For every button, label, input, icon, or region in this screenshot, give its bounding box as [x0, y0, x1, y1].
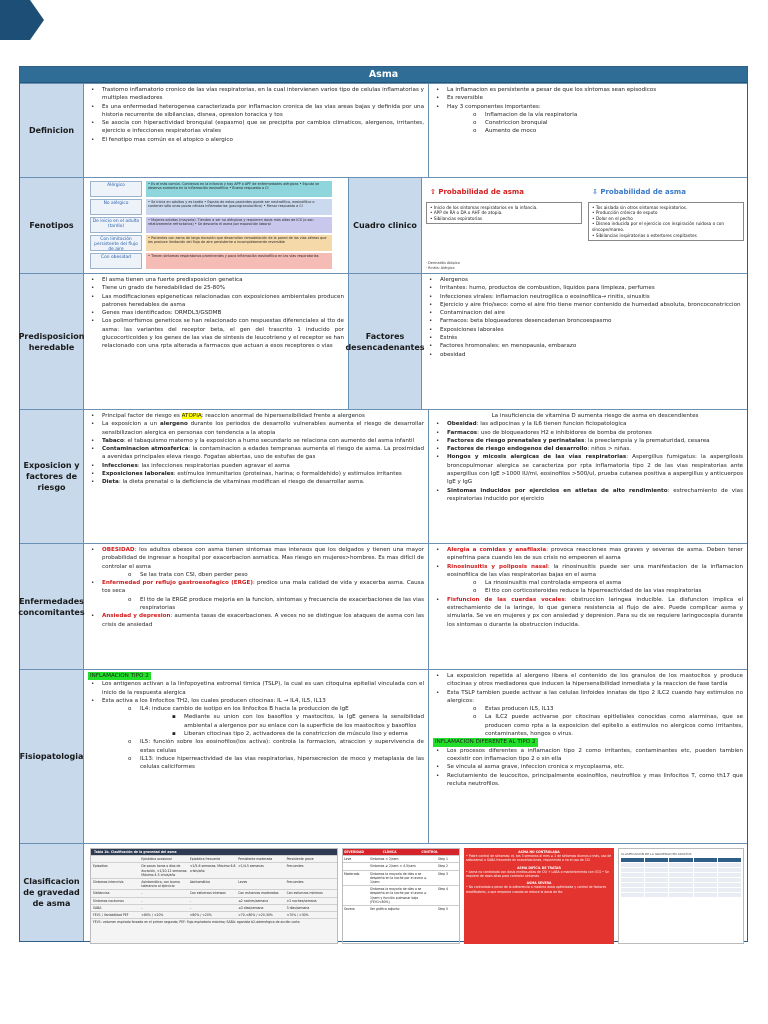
list-item: • La exposicion a un alergeno durante los periodos de desarrollo vulnerables aumenta el riesgo de desarrollar sensibilizacion alergica en personas con tendencia a la atopia — [88, 420, 424, 437]
list-item: • Se vincula al asma grave, infeccion cronica x mycoplasma, etc. — [433, 763, 743, 771]
list-item: • El fenotipo mas común es el atopico o alergico — [88, 136, 424, 144]
list-item: • Inicio de los síntomas respiratorios en la infancia. — [430, 205, 578, 211]
factores-right — [422, 274, 747, 409]
arrow-up-icon: ⇧ — [430, 188, 436, 196]
list-item: o La rinosinusitis mal controlada empeora el asma — [433, 579, 743, 587]
table-row: SABA - - ≤3 días/semana 3 días/semana — [91, 904, 337, 911]
vitamin-d-note: La insuficiencia de vitamina D aumenta riesgo de asma en descendientes — [491, 413, 699, 419]
label-clasificacion: Clasificacion de gravedad de asma — [20, 844, 84, 941]
list-item: • Los polimorfismos geneticos se han relacionado con respuestas diferenciales al tto de asma: las variantes del receptor beta, el gen del trascrito 1 inducido por glucocorticoides y los genes de las vias de sintesis de leucotrieno y el receptor se han relacionado con una rpta alterada a farmacos que actuan a esos receptores o vias — [88, 317, 344, 350]
list-item: • Contaminacion del aire — [426, 309, 743, 317]
list-item: • Factores de riesgo prenatales y perinatales: la preeclampsia y la prematuridad, cesarea — [433, 437, 743, 445]
list-item: • Farmacos: beta bloqueadores desencadenan broncoespasmo — [426, 317, 743, 325]
table-row: Síntomas nocturnos - - ≤2 noches/semana >2 noches/semana — [91, 897, 337, 904]
phenotype-box: De inicio en el adulto (tardío) — [90, 217, 142, 233]
row-predisposicion — [20, 273, 747, 409]
list-item: • Trastorno inflamatorio cronico de las vías respiratorias, en la cual intervienen varios tipo de celulas inflamatorias y multiples mediadores — [88, 86, 424, 103]
exposicion-right — [428, 410, 747, 543]
list-item: • Producción crónica de esputo — [592, 210, 740, 216]
list-item: • Es reversible — [433, 94, 743, 102]
list-item: ▪ Liberan citocinas tipo 2, activadores de la constriccion de músculo liso y edema — [88, 730, 424, 738]
list-item: • La exposicion repetida al alergeno libera el contenido de los granulos de los mastocitos y produce citocinas y otros mediadores que inducen la hipersensibilidad inmediata y la reaccion de fase tardía — [433, 672, 743, 689]
control-block: ASMA NO CONTROLADA • Pobre control de síntomas: ej. tos 3 semanas al mes ≥ 2 de síntomas diurnos o más, uso de salbutamol o SABA frecuente en exacerbaciones, requiriendo o no el uso de CSI — [466, 850, 612, 863]
low-probability-panel — [588, 190, 744, 241]
row-exposicion — [20, 409, 747, 543]
phenotype-notes — [426, 261, 460, 270]
list-item: • Dieta: la dieta prenatal o la deficiencia de vitaminas modifican el riesgo de desarrollar asma. — [88, 478, 424, 486]
tag-inflamacion-tipo-2: INFLAMACION TIPO 2 — [90, 673, 149, 679]
label-cuadro-clinico: Cuadro clinico — [348, 178, 422, 273]
list-item: • Estrés — [426, 334, 743, 342]
definicion-right — [428, 84, 747, 177]
list-item: • OBESIDAD: los adultos obesos con asma tienen sintomas mas intensos que los delgados y tienen una mayor probabilidad de ingresar a hospital por exacerbacion asmatica. Mas riesgo en mujeres>hombres. Es mas difícil de controlar el asma — [88, 546, 424, 571]
definicion-left — [84, 84, 428, 177]
list-item: • Las modificaciones epigeneticas relacionadas con exposiciones ambientales producen patrones heredables de asma — [88, 293, 344, 310]
grid-row — [621, 868, 741, 872]
label-predisposicion: Predisposicion heredable — [20, 274, 84, 409]
fisiopatologia-left — [84, 670, 428, 843]
grid-row — [621, 888, 741, 892]
list-item: • Hongos y micosis alergicas de las vías respiratorias: Aspergillus fumigatus: la aspergilosis broncopulmonar alergica se caracteriza por rpta inflamatoria tipo 2 de las vias respiratorias ante aspergillus con IgE >1000 IU/ml, eosinofilos >500/ul, prueba cutanea positiva a aspergillus y anticuerpos IgE y IgG — [433, 453, 743, 486]
table-footnote: FEV1: volumen espirado forzado en el primer segundo; PEF: flujo espiratorio máximo; SABA: agonista b2-adrenérgico de acción corta — [91, 918, 337, 925]
list-item: • Tiene un grado de heredabilidad de 25-80% — [88, 284, 344, 292]
table-row: Sibilancias - Con esfuerzos intensos Con esfuerzos moderados Con esfuerzos mínimos — [91, 889, 337, 896]
list-item: • Ejercicio y aire frio/seco: como el aire frio tiene menor contenido de humedad absoluta, broncoconstriccion — [426, 301, 743, 309]
list-item: • Fisfuncion de las cuerdas vocales: obstruccion laringea inducible. La disfuncion implica el estrechamiento de la laringe, lo que genera resistencia al flujo de aire. Puede complicar asma y simularla. Se ve en mujeres y px con ansiedad y depresion. Para su dx se requiere laringocospia durante los sintomas o durante la obstruccion inducida. — [433, 596, 743, 629]
list-item: • La inflamacion es persistente a pesar de que los síntomas sean episodicos — [433, 86, 743, 94]
table-row: Moderado Síntomas la mayoría de días o se despierta en la noche por el asma ≥ 1/sem Step 3 — [343, 870, 459, 886]
label-fisiopatologia: Fisiopatologia — [20, 670, 84, 843]
list-item: • Factores hromonales: en menopausia, embarazo — [426, 342, 743, 350]
table-title: Tabla 1b. Clasificación de la gravedad del asma — [91, 849, 337, 855]
phenotype-box: Con limitación persistente del flujo de aire — [90, 235, 142, 251]
grid-row — [621, 873, 741, 877]
list-item: • Infecciones virales: inflamacion neutrogilica o eosinofilica→ rinitis, sinusitis — [426, 293, 743, 301]
list-item: • Infecciones: las infecciones respiratorias pueden agravar el asma — [88, 462, 424, 470]
severity-table-children — [90, 848, 338, 944]
list-item: • Sibilancias inspiratorias o estertores crepitantes — [592, 233, 740, 239]
grid-row — [621, 883, 741, 887]
table-row: Síntomas intercrisis Asintomático, con buena tolerancia al ejercicio Asintomático Leves Frecuentes — [91, 878, 337, 889]
list-item: • Es una enfermedad heterogenea caracterizada por inflamacion cronica de las vias areas bajas y definida por una historia recurrente de sibilancias, disnea, opresion toracica y tos — [88, 103, 424, 120]
list-item: • Exposiciones laborales: estímulos inmunitarios (proteinas, harina; o formaldehido) y estimulos irritantes — [88, 470, 424, 478]
high-probability-list — [426, 202, 582, 225]
phenotype-desc: • Se inicia en adultos y es tardío • Esputo de estos pacientes puede ser neutrofílico, eosinofílico o contener sólo unas pocas células inflamatorias (paucigranulocítico) • Menor respuesta a CI — [146, 199, 332, 215]
grid-row — [621, 858, 741, 862]
note-line: · Rinitis: Alérgica — [426, 265, 455, 270]
table-header-row: Episódica ocasional Episódica frecuente Persistente moderada Persistente grave — [91, 855, 337, 862]
grid-row — [621, 863, 741, 867]
list-item: o Estas producen IL5, IL13 — [433, 705, 743, 713]
table-row: Síntomas la mayoría de días o se despierta en la noche por el asma ≥ 1/sem y función pulmonar baja (FEV1<80%) Step 4 — [343, 885, 459, 905]
phenotype-desc: • Es el más común. Comienza en la infancia y hay APP o APF de enfermedades alérgicas • Esputo se observa aumento en la inflamación eosinofílica • Buena respuesta a CI — [146, 181, 332, 197]
arrow-down-icon: ⇩ — [592, 188, 598, 196]
list-item: • Tos aislada sin otros síntomas respiratorios. — [592, 205, 740, 211]
control-block: ASMA SEVERA • No controlada a pesar de la adherencia a máxima dosis optimizada y control de factores modificables, o que empeora cuando se reduce la dosis de tto — [466, 881, 607, 894]
list-item: ▪ Mediante su union con los basofilos y mastocitos, la IgE genera la sensibilidad ambiental a alergenos por su enlace con la superficie de los mastocitos y basofilos — [88, 713, 424, 730]
list-item: • Los procesos diferentes a inflamacion tipo 2 como irritantes, contaminantes etc, pueden tambien coexistir con inflamacion tipo 2 o sin ella — [433, 747, 743, 764]
list-item: o Se las trata con CSI, dben perder peso — [88, 571, 424, 579]
list-item: • Los antigenos activan a la linfopoyetina estromal timica (TSLP), la cual es uan citoquina epitelial vinculada con el inicio de la respuesta alergica — [88, 680, 424, 697]
list-item: • Exposiciones laborales — [426, 326, 743, 334]
list-item: • Genes mas identificados: ORMDL3/GSDMB — [88, 309, 344, 317]
list-item: • obesidad — [426, 351, 743, 359]
table-row: Síntomas ≥ 2/sem < 4-5/sem Step 2 — [343, 862, 459, 869]
list-item: o IL4: induce cambio de isotipo en los linfocitos B hacia la produccion de IgE — [88, 705, 424, 713]
table-header-row: SEVERIDAD CLÍNICA CONTROL — [343, 849, 459, 855]
list-item: o Constriccion bronquial — [433, 119, 743, 127]
table-row: Leve Síntomas < 2/sem Step 1 — [343, 855, 459, 862]
phenotype-desc: • Tienen síntomas respiratorios prominentes y poca inflamación eosinofílica en las vías respiratorias — [146, 253, 332, 269]
list-item: • Factores de riesgo endogenos del desarrollo: niños > niñas. — [433, 445, 743, 453]
enfermedades-right — [428, 544, 747, 669]
phenotype-desc: • Pacientes con asma de larga duración que desarrollan remodelación de la pared de las vías aéreas que les produce limitación del flujo de aire persistente o incompletamente reversible — [146, 235, 332, 251]
phenotype-box: No alérgico — [90, 199, 142, 215]
phenotype-desc: • Mujeres adultas (mayoría). Tienden a ser no alérgicos y requieren dosis más altas de ICS (o son relativamente refractarios) • Se descarta el asma por exposición laboral — [146, 217, 332, 233]
list-item: • Hay 3 componentes importantes: — [433, 103, 743, 111]
list-item: • Enfermedad por reflujo gastroesofagico (ERGE): predice una mala calidad de vida y exacerba asma. Causa tos seca — [88, 579, 424, 596]
list-item: • Dolor en el pecho — [592, 216, 740, 222]
list-item: o El tto de la ERGE produce mejoria en la funcion, sintomas y frecuencia de exacerbaciones de las vias respiratorias — [88, 596, 424, 613]
label-enfermedades: Enfermedades concomitantes — [20, 544, 84, 669]
list-item: • APP de RA o DA o AHF de atopia. — [430, 210, 578, 216]
phenotype-box: Con obesidad — [90, 253, 142, 269]
list-item: o Inflamacion de la vía respiratoria — [433, 111, 743, 119]
row-definicion — [20, 83, 747, 177]
list-item: • Contaminacion atmosferica: la contaminacion a edades tempranas aumenta el riesgo de asma. La proximidad a avenidas principales eleva riesgo. Fogatas abiertas, uso de estufas de gas — [88, 445, 424, 462]
list-item: • Principal factor de riesgo es ATOPIA: reaccion anormal de hipersensibilidad frente a alergenos — [88, 412, 424, 420]
high-probability-title: ⇧ Probabilidad de asma — [430, 188, 524, 196]
list-item: • El asma tienen una fuerte predisposicion genetica — [88, 276, 344, 284]
list-item: • Tabaco: el tabaquismo materno y la exposicion a humo secundario se relaciona con aumento del asma infantil — [88, 437, 424, 445]
enfermedades-left — [84, 544, 428, 669]
low-probability-list — [588, 202, 744, 242]
adult-severity-grid — [618, 848, 744, 944]
high-probability-panel — [426, 190, 582, 224]
table-row: Severo Ver gráfico adjunto Step 5 — [343, 905, 459, 912]
severity-steps-table — [342, 848, 460, 944]
table-title: CLASIFICACIÓN DE LA GRAVEDAD EN ADULTOS — [621, 852, 692, 856]
list-item: o Aumento de moco — [433, 127, 743, 135]
label-exposicion: Exposicion y factores de riesgo — [20, 410, 84, 543]
list-item: • Irritantes: humo, productos de combustion, liquidos para limpieza, perfumes — [426, 284, 743, 292]
list-item: • Sibilancias espiratorias — [430, 216, 578, 222]
predisposicion-left — [84, 274, 348, 409]
row-enfermedades — [20, 543, 747, 669]
table-row: FEV1 / Variabilidad PEF >80% / <20% >80% / <20% >70-<80% / >20-30% <70% / >30% — [91, 911, 337, 918]
corner-tab-shape — [0, 0, 44, 40]
list-item: • Reclutamiento de leucocitos, principalmente eosinofilos, neutrofilos y mas linfocitos T, como th17 que recluta neutrofilos. — [433, 772, 743, 789]
list-item: o IL5: función sobre los eosinofilos(los activa): controla la formacion, atraccion y supervivencia de estas celulas — [88, 738, 424, 755]
asma-summary-table — [19, 66, 748, 942]
phenotype-diagram — [90, 181, 342, 273]
list-item: • Se asocia con hiperactividad bronquial (espasmo) que se precipita por cambios climaticos, alergenos, irritantes, ejercicio e infecciones respiratorias virales — [88, 119, 424, 136]
exposicion-left — [84, 410, 428, 543]
list-item: • Farmacos: uso de bloqueadores H2 e inhibidores de bomba de protones — [433, 429, 743, 437]
list-item: • Alergenos — [426, 276, 743, 284]
row-clasificacion — [20, 843, 747, 941]
grid-row — [621, 893, 741, 897]
grid-row — [621, 878, 741, 882]
list-item: • Disnea inducida por el ejercicio con inspiración ruidosa o con síncope/mareo. — [592, 221, 740, 232]
table-title: Asma — [20, 67, 747, 83]
note-line: · Dermatitis Atópica — [426, 261, 460, 265]
list-item: • Esta TSLP tambien puede activar a las celulas linfoides innatas de tipo 2 ILC2 cuando hay estimulos no alergicos: — [433, 689, 743, 706]
label-factores-desencadenantes: Factores desencadenantes — [348, 274, 422, 409]
phenotype-box: Alérgico — [90, 181, 142, 197]
list-item: • Sintomas inducidos por ejercicios en atletas de alto rendimiento: estrechamiento de vias respiratorias inducido por ejercicio — [433, 487, 743, 504]
row-fisiopatologia — [20, 669, 747, 843]
list-item: • Ansiedad y depresion: aumenta tasas de exacerbaciones. A veces no se distingue los ataques de asma con las crisis de ansiedad — [88, 612, 424, 629]
label-definicion: Definicion — [20, 84, 84, 177]
list-item: o El tto con corticosteroides reduce la hiperreactividad de las vias respiratorias — [433, 587, 743, 595]
label-fenotipos: Fenotipos — [20, 178, 84, 273]
fisiopatologia-right — [428, 670, 747, 843]
low-probability-title: ⇩ Probabilidad de asma — [592, 188, 686, 196]
list-item: • Rinosinusitis y poliposis nasal: la rinosinusitis puede ser una manifestacion de la inflamacion eosinofilica de las vías respiratorias bajas en el asma — [433, 563, 743, 580]
asthma-control-panel — [464, 848, 614, 944]
control-block: ASMA DIFÍCIL DE TRATAR • Asma no controlada con dosis medias-altas de CSI + LABA o mantenimiento con OCS • Se requiere de dosis altas para controlar síntomas — [466, 865, 609, 879]
table-row: Episodios De pocas horas o días de duración, <1/10-12 semanas. Máximo 4-5 crisis/año <1/5-6 semanas. Máximo 6-8 crisis/año >1/4-5 semanas Frecuentes — [91, 862, 337, 878]
list-item: • Obesidad: las adipocinas y la IL6 tienen funcion ficiopatologica — [433, 420, 743, 428]
list-item: • Alergia a comidas y anafilaxia: provoca reacciones mas graves y severas de asma. Deben tener epinefrina para cuando les de sus crisis no empeoren el asma — [433, 546, 743, 563]
list-item: o IL13: induce hiperreactividad de las vias respiratorias, hipersecrecion de moco y metaplasia de las celulas caliciformes — [88, 755, 424, 772]
row-fenotipos — [20, 177, 747, 273]
list-item: o La ILC2 puede activarse por citocinas epitleliales conocidas como alarminas, que se producen como rpta a la exposicion del epitelio a estimulos no alergicos como irritantes, contaminantes, hongos o virus. — [433, 713, 743, 738]
list-item: • Esta activa a los linfocitos TH2, los cuales producen citocinas: IL → IL4, IL5, IL13 — [88, 697, 424, 705]
tag-inflamacion-diferente: INFLAMACION DIFERENTE AL TIPO 2 — [435, 739, 536, 746]
